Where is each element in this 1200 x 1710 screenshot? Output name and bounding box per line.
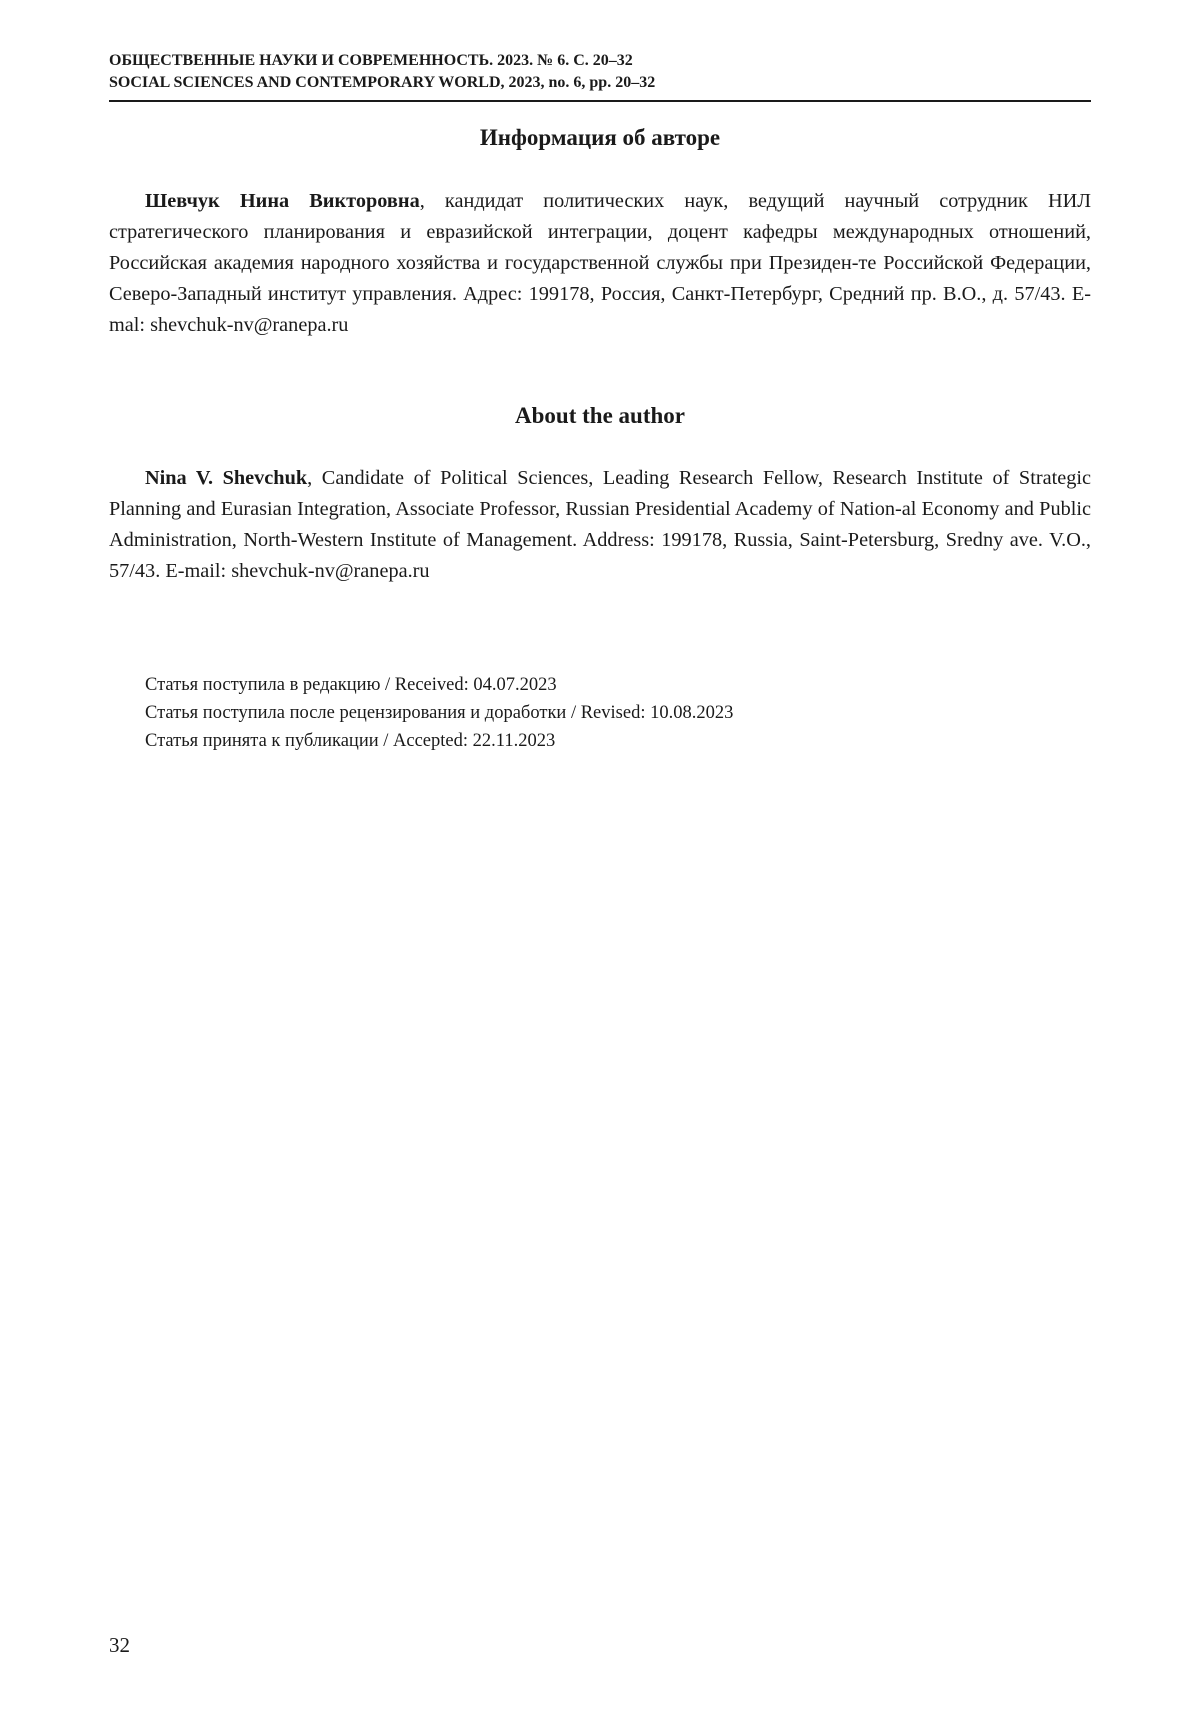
date-revised: Статья поступила после рецензирования и доработки / Revised: 10.08.2023 xyxy=(145,703,734,723)
date-received: Статья поступила в редакцию / Received: 04.07.2023 xyxy=(145,675,557,695)
running-header-en: SOCIAL SCIENCES AND CONTEMPORARY WORLD, 2023, no. 6, pp. 20–32 xyxy=(109,74,656,91)
author-details-ru: , кандидат политических наук, ведущий научный сотрудник НИЛ стратегического планирования и евразийской интеграции, доцент кафедры международных отношений, Российская академия народного хозяйства и государственной службы при Президен-те Российской Федерации, Северо-Западный институт управления. Адрес: 199178, Россия, Санкт-Петербург, Средний пр. В.О., д. 57/43. E-mal: shevchuk-nv@ranepa.ru xyxy=(109,190,1091,336)
date-accepted: Статья принята к публикации / Accepted: 22.11.2023 xyxy=(145,731,556,751)
author-name-ru: Шевчук Нина Викторовна xyxy=(145,190,420,212)
running-header xyxy=(109,50,1091,94)
header-divider xyxy=(109,100,1091,102)
author-details-en: , Candidate of Political Sciences, Leading Research Fellow, Research Institute of Strategic Planning and Eurasian Integration, Associate Professor, Russian Presidential Academy of Nation-al Economy and Public Administration, North-Western Institute of Management. Address: 199178, Russia, Saint-Petersburg, Sredny ave. V.O., 57/43. E-mail: shevchuk-nv@ranepa.ru xyxy=(109,467,1092,582)
author-info-heading-en: About the author xyxy=(515,403,685,428)
author-info-paragraph-en xyxy=(109,463,1091,587)
article-dates xyxy=(145,671,1045,755)
author-info-paragraph-ru xyxy=(109,186,1091,341)
running-header-ru: ОБЩЕСТВЕННЫЕ НАУКИ И СОВРЕМЕННОСТЬ. 2023. № 6. С. 20–32 xyxy=(109,52,633,69)
author-name-en: Nina V. Shevchuk xyxy=(145,467,308,489)
author-info-heading-ru: Информация об авторе xyxy=(479,125,721,150)
page-number: 32 xyxy=(109,1633,130,1657)
